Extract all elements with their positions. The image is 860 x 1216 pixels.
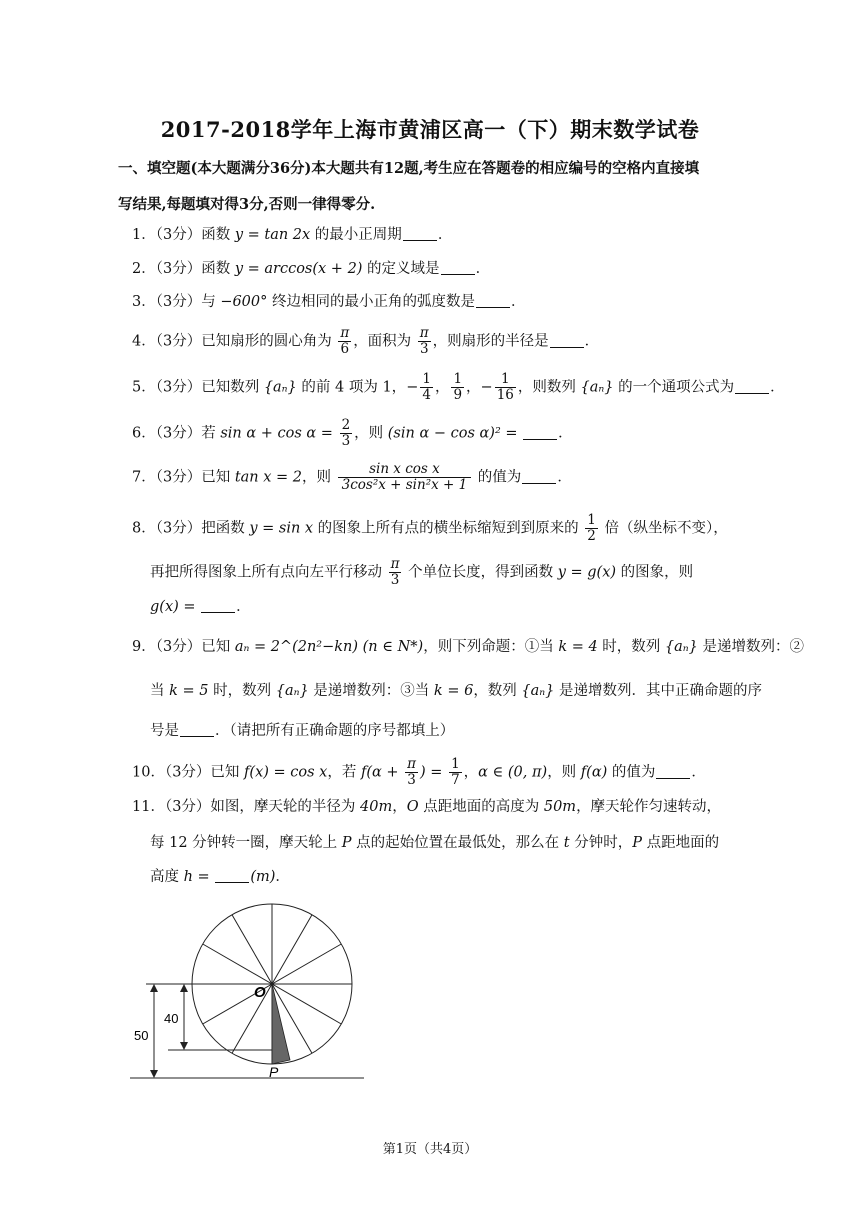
question-8-line3: g(x) = ．	[150, 599, 251, 615]
question-6: 6．（3分）若 sin α + cos α = $\frac{2}{3}$ ，则 (sin α − cos α)² = ．	[132, 417, 573, 449]
answer-blank	[215, 868, 249, 883]
question-8-line1: 8．（3分）把函数 y = sin x 的图象上所有点的横坐标缩短到到原来的 $\frac{1}{2}$ 倍（纵坐标不变），	[132, 512, 728, 544]
question-9-line2: 当 k = 5 时，数列 {aₙ} 是递增数列：③当 k = 6，数列 {aₙ} 是递增数列．其中正确命题的序	[150, 683, 763, 699]
question-11-line3: 高度 h = (m)．	[150, 869, 290, 885]
answer-blank	[550, 333, 584, 348]
answer-blank	[180, 722, 214, 737]
section-heading-line1: 一、填空题(本大题满分36分)本大题共有12题,考生应在答题卷的相应编号的空格内直接填	[118, 160, 700, 177]
question-10: 10．（3分）已知 f(x) = cos x，若 f(α + $\frac{\pi}{3}$ ) = $\frac{1}{7}$ ，α ∈ (0, π)，则 f(α) 的值为 ．	[132, 756, 706, 788]
answer-blank	[523, 425, 557, 440]
page-title: 2017-2018学年上海市黄浦区高一（下）期末数学试卷	[160, 117, 700, 142]
question-1: 1．（3分）函数 y = tan 2x 的最小正周期 ．	[132, 227, 453, 243]
ferris-wheel-figure	[128, 900, 378, 1090]
question-8-line2: 再把所得图象上所有点向左平行移动 $\frac{\pi}{3}$ 个单位长度，得到函数 y = g(x) 的图象，则	[150, 556, 694, 588]
question-9-line3: 号是 ．（请把所有正确命题的序号都填上）	[150, 723, 455, 739]
label-50: 50	[134, 1028, 149, 1043]
answer-blank	[476, 293, 510, 308]
answer-blank	[201, 598, 235, 613]
question-5: 5．（3分）已知数列 {aₙ} 的前 4 项为 1，− $\frac{1}{4}$ ， $\frac{1}{9}$ ，− $\frac{1}{16}$ ，则数列 {aₙ} 的一个通项公式为 ．	[132, 371, 785, 403]
answer-blank	[656, 764, 690, 779]
label-p: P	[269, 1064, 279, 1080]
answer-blank	[403, 226, 437, 241]
question-11-line1: 11．（3分）如图，摩天轮的半径为 40m，O 点距地面的高度为 50m，摩天轮作匀速转动，	[132, 799, 722, 815]
shaded-sector	[272, 984, 290, 1064]
question-7: 7．（3分）已知 tan x = 2，则 $\frac{\text{sin x cos x}}{\text{3cos²x + sin²x + 1}}$ 的值为 ．	[132, 461, 572, 493]
label-o: O	[254, 984, 266, 1001]
answer-blank	[522, 469, 556, 484]
question-4: 4．（3分）已知扇形的圆心角为 $\frac{\pi}{6}$ ，面积为 $\frac{\pi}{3}$ ，则扇形的半径是 ．	[132, 325, 600, 357]
label-40: 40	[164, 1011, 179, 1026]
question-3: 3．（3分）与 −600° 终边相同的最小正角的弧度数是 ．	[132, 294, 526, 310]
page-footer: 第1页（共4页）	[382, 1142, 478, 1157]
section-heading-line2: 写结果,每题填对得3分,否则一律得零分.	[118, 196, 376, 213]
answer-blank	[735, 379, 769, 394]
question-9-line1: 9．（3分）已知 aₙ = 2^(2n²−kn) (n ∈ N*)，则下列命题：①当 k = 4 时，数列 {aₙ} 是递增数列：②	[132, 639, 805, 655]
question-2: 2．（3分）函数 y = arccos(x + 2) 的定义域是 ．	[132, 261, 491, 277]
answer-blank	[441, 260, 475, 275]
question-11-line2: 每 12 分钟转一圈，摩天轮上 P 点的起始位置在最低处，那么在 t 分钟时，P 点距地面的	[150, 835, 720, 851]
